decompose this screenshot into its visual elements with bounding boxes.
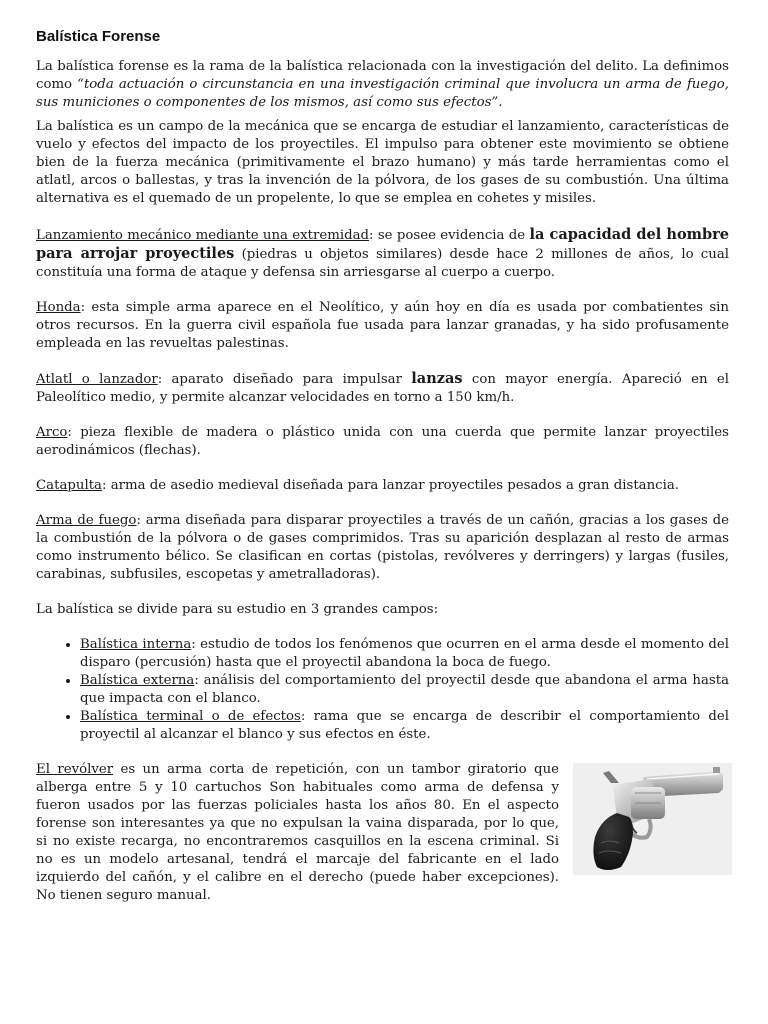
document-page [36,28,729,905]
extremity-bold: la capacidad del hombre para arrojar proyectiles [36,226,729,262]
firearm-term: Arma de fuego [36,513,137,528]
arco-term: Arco [36,425,68,440]
atlatl-bold: lanzas [411,370,463,387]
catapulta-paragraph: Catapulta: arma de asedio medieval diseñada para lanzar proyectiles pesados a gran distancia. [36,478,680,493]
revolver-section [36,761,729,905]
extremity-paragraph: Lanzamiento mecánico mediante una extremidad: se posee evidencia de la capacidad del hombre para arrojar proyectiles (piedras u objetos similares) desde hace 2 millones de años, lo cual constituía una forma de ataque y defensa sin arriesgarse al cuerpo a cuerpo. [36,226,730,280]
revolver-term: El revólver [36,762,114,777]
field-term: Balística terminal o de efectos [80,709,301,724]
intro-text: La balística forense es la rama de la balística relacionada con la investigación del delito. La definimos como [36,59,729,92]
extremity-term: Lanzamiento mecánico mediante una extremidad [36,228,370,243]
revolver-image [573,763,732,875]
list-item: • Balística externa: análisis del comportamiento del proyectil desde que abandona el arma hasta que impacta con el blanco. [80,672,729,708]
list-item: • Balística interna: estudio de todos los fenómenos que ocurren en el arma desde el momento del disparo (percusión) hasta que el proyectil abandona la boca de fuego. [80,636,729,672]
arco-paragraph: Arco: pieza flexible de madera o plástico unida con una cuerda que permite lanzar proyectiles aerodinámicos (flechas). [36,425,729,458]
fields-intro: La balística se divide para su estudio en 3 grandes campos: [36,602,439,617]
atlatl-paragraph: Atlatl o lanzador: aparato diseñado para impulsar lanzas con mayor energía. Apareció en el Paleolítico medio, y permite alcanzar velocidades en torno a 150 km/h. [36,370,730,405]
list-item: • Balística terminal o de efectos: rama que se encarga de describir el comportamiento del proyectil al alcanzar el blanco y sus efectos en éste. [80,708,729,744]
atlatl-term: Atlatl o lanzador [36,372,158,387]
mechanics-paragraph: La balística es un campo de la mecánica que se encarga de estudiar el lanzamiento, características de vuelo y efectos del impacto de los proyectiles. El impulso para obtener este movimiento se obtiene bien de la fuerza mecánica (primitivamente el brazo humano) y más tarde herramientas como el atlatl, arcos o ballestas, y tras la invención de la pólvora, de los gases de su combustión. Una última alternativa es el quemado de un propelente, lo que se emplea en cohetes y misiles. [36,119,729,206]
revolver-paragraph: El revólver es un arma corta de repetición, con un tambor giratorio que alberga entre 5 y 10 cartuchos Son habituales como arma de defensa y fueron usados por las fuerzas policiales hasta los años 80. En el aspecto forense son interesantes ya que no expulsan la vaina disparada, por lo que, si no existe recarga, no encontraremos casquillos en la escena criminal. Si no es un modelo artesanal, tendrá el marcaje del fabricante en el lado izquierdo del cañón, y el calibre en el derecho (puede haber excepciones). No tienen seguro manual. [36,762,560,903]
fields-list [36,636,729,744]
field-term: Balística externa [80,673,195,688]
firearm-paragraph: Arma de fuego: arma diseñada para disparar proyectiles a través de un cañón, gracias a los gases de la combustión de la pólvora o de gases comprimidos. Tras su aparición desplazan al resto de armas como instrumento bélico. Se clasifican en cortas (pistolas, revólveres y derringers) y largas (fusiles, carabinas, subfusiles, escopetas y ametralladoras). [36,513,729,582]
intro-definition-quote: “toda actuación o circunstancia en una investigación criminal que involucra un arma de fuego, sus municiones o componentes de los mismos, así como sus efectos”. [36,77,729,110]
honda-paragraph: Honda: esta simple arma aparece en el Neolítico, y aún hoy en día es usada por combatientes sin otros recursos. En la guerra civil española fue usada para lanzar granadas, y ha sido profusamente empleada en las revueltas palestinas. [36,300,729,351]
intro-paragraph [36,58,729,112]
catapulta-term: Catapulta [36,478,102,493]
honda-term: Honda [36,300,81,315]
document-title: Balística Forense [36,28,161,45]
field-term: Balística interna [80,637,192,652]
